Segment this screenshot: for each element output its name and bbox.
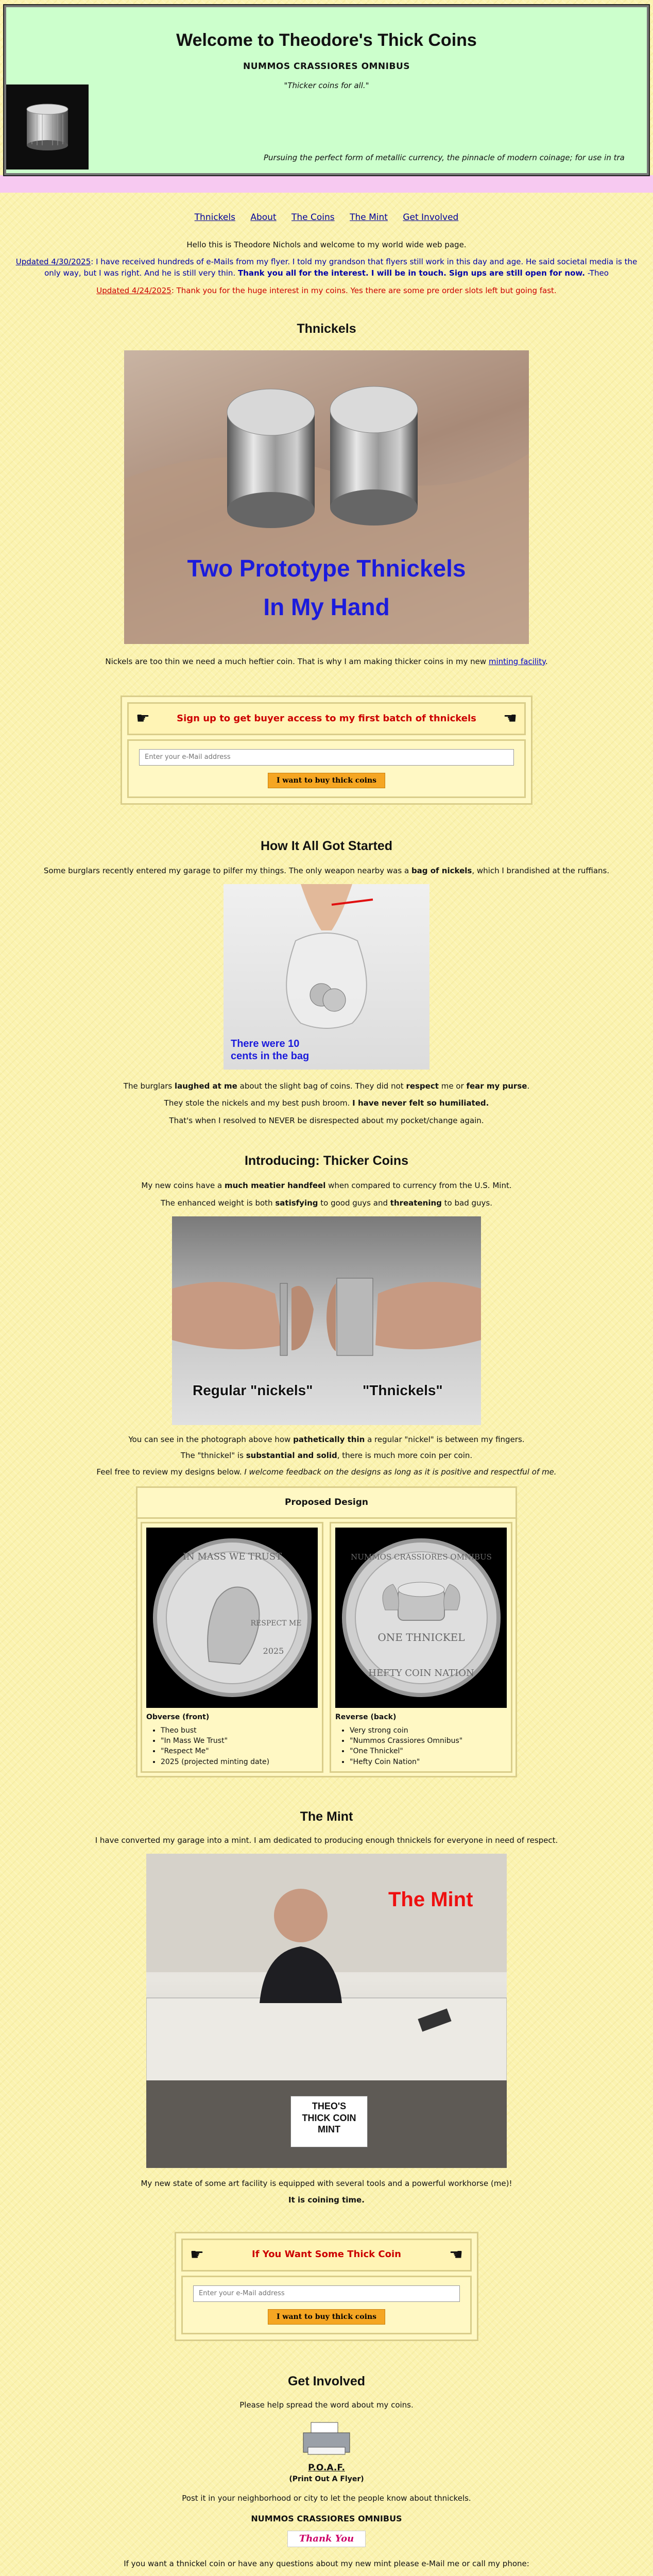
involved-heading: Get Involved [287, 2374, 366, 2388]
mint-sign-line-2: THICK COIN [302, 2112, 356, 2123]
obverse-ring-text: IN MASS WE TRUST [182, 1551, 282, 1562]
intro-coins-p4-bold: substantial and solid [246, 1451, 337, 1461]
thick-coin-icon [14, 94, 81, 161]
intro-coins-p5 [0, 1467, 653, 1478]
thnickels-photo [124, 350, 529, 644]
update-note-1 [15, 257, 638, 279]
bag-caption-1: There were 10 [231, 1038, 300, 1049]
started-text [0, 866, 653, 877]
update-1-text: : I have received hundreds of e-Mails from my flyer. I told my grandson that flyers still work in this day and age. He said societal media is the only way, but I was right. And he is still very thin. [44, 257, 638, 278]
mint-photo [146, 1854, 507, 2168]
update-2-text: : Thank you for the huge interest in my coins. Yes there are some pre order slots left but going fast. [171, 285, 557, 295]
site-header [4, 5, 649, 175]
signup-box-1 [121, 696, 532, 805]
intro-coins-p1-bold: much meatier handfeel [224, 1181, 326, 1191]
thank-you-text: Thank You [287, 2531, 366, 2547]
obverse-item: • "Respect Me" [161, 1746, 318, 1756]
thnickels-text-end: . [545, 656, 548, 666]
pointing-right-hand-icon: ☛ [190, 2245, 204, 2264]
proposed-design-table [136, 1486, 517, 1777]
intro-coins-p2 [0, 1198, 653, 1209]
reverse-item: • "Hefty Coin Nation" [350, 1757, 507, 1767]
intro-coins-p3-a: You can see in the photograph above how [128, 1434, 291, 1444]
involved-p2: Post it in your neighborhood or city to let the people know about thnickels. [182, 2493, 471, 2503]
signup-2-header [181, 2239, 472, 2272]
started-p3-a: They stole the nickels and my best push broom. [164, 1098, 350, 1108]
coin-logo [6, 84, 89, 170]
thnickels-caption-2: In My Hand [263, 593, 390, 620]
started-p2-a: The burglars [123, 1081, 173, 1091]
update-1-bold: Thank you all for the interest. I will be in touch. Sign ups are still open for now. [237, 268, 586, 278]
site-subtitle: NUMMOS CRASSIORES OMNIBUS [243, 61, 410, 72]
started-p2-d: . [527, 1081, 530, 1091]
started-p3-bold: I have never felt so humiliated. [352, 1098, 489, 1108]
intro-coins-p1-a: My new coins have a [141, 1181, 222, 1191]
reverse-coin-image [335, 1528, 507, 1708]
thnickels-text-body: Nickels are too thin we need a much heftier coin. That is why I am making thicker coins in my new [105, 656, 487, 666]
signup-2-title: If You Want Some Thick Coin [252, 2249, 401, 2260]
intro-coins-p2-a: The enhanced weight is both [161, 1198, 273, 1208]
reverse-coin-icon [336, 1533, 506, 1703]
reverse-cell [330, 1522, 512, 1773]
obverse-item: • 2025 (projected minting date) [161, 1757, 318, 1767]
obverse-cell [141, 1522, 323, 1773]
started-p2-c: me or [441, 1081, 464, 1091]
thnickels-caption-1: Two Prototype Thnickels [187, 554, 466, 582]
signup-1-header [127, 702, 526, 735]
header-wrapper [0, 0, 653, 175]
started-p4: That's when I resolved to NEVER be disrespected about my pocket/change again. [169, 1116, 484, 1126]
intro-coins-p5-a: Feel free to review my designs below. [96, 1467, 242, 1477]
started-p2-bold2: respect [406, 1081, 439, 1091]
involved-p1: Please help spread the word about my coins. [239, 2400, 414, 2410]
finger-comparison-photo [172, 1216, 481, 1425]
main-nav [0, 211, 653, 224]
intro-coins-p1 [0, 1180, 653, 1192]
mint-heading: The Mint [300, 1809, 353, 1824]
thank-you-banner [0, 2531, 653, 2547]
reverse-label: Reverse (back) [335, 1713, 397, 1721]
obverse-year-text: 2025 [263, 1646, 284, 1656]
intro-coins-p2-b: to good guys and [320, 1198, 388, 1208]
poaf-block[interactable] [0, 2417, 653, 2485]
started-text-a: Some burglars recently entered my garage to pilfer my things. The only weapon nearby was a [43, 866, 409, 875]
signup-1-buy-button[interactable]: I want to buy thick coins [268, 773, 385, 788]
started-p2-bold1: laughed at me [175, 1081, 237, 1091]
printer-icon[interactable] [296, 2417, 357, 2459]
intro-coins-p3-bold: pathetically thin [293, 1434, 365, 1444]
involved-subtitle: NUMMOS CRASSIORES OMNIBUS [251, 2513, 402, 2523]
reverse-item: • Very strong coin [350, 1725, 507, 1736]
regular-nickels-label: Regular "nickels" [193, 1382, 313, 1398]
pointing-left-hand-icon: ☚ [449, 2245, 463, 2264]
update-2-date: Updated 4/24/2025 [96, 285, 171, 295]
intro-coins-p2-bold2: threatening [390, 1198, 442, 1208]
started-p3 [0, 1098, 653, 1109]
signup-2-buy-button[interactable]: I want to buy thick coins [268, 2309, 385, 2325]
minting-facility-link[interactable]: minting facility [488, 656, 545, 666]
signup-box-2 [175, 2232, 478, 2341]
obverse-label: Obverse (front) [146, 1713, 210, 1721]
poaf-subtitle: (Print Out A Flyer) [289, 2475, 364, 2484]
intro-coins-p4-a: The "thnickel" is [180, 1451, 244, 1461]
bag-of-nickels-photo [224, 884, 429, 1070]
intro-coins-p2-bold1: satisfying [275, 1198, 318, 1208]
bag-caption-2: cents in the bag [231, 1050, 310, 1062]
intro-coins-p2-c: to bad guys. [444, 1198, 492, 1208]
reverse-list [350, 1725, 507, 1767]
intro-section [0, 240, 653, 297]
intro-coins-p4 [0, 1450, 653, 1462]
pointing-left-hand-icon: ☚ [503, 709, 517, 727]
mint-sign-line-3: MINT [318, 2124, 340, 2135]
thnickels-heading: Thnickels [297, 321, 356, 336]
mint-photo-title: The Mint [388, 1888, 473, 1911]
update-1-date: Updated 4/30/2025 [15, 257, 91, 267]
signup-1-form [127, 739, 526, 798]
obverse-list [161, 1725, 318, 1767]
site-motto: "Thicker coins for all." [284, 80, 369, 90]
proposed-design-title: Proposed Design [138, 1488, 515, 1519]
started-p2 [0, 1081, 653, 1092]
signup-2-email-input[interactable] [193, 2285, 460, 2302]
obverse-item: • "In Mass We Trust" [161, 1736, 318, 1746]
signup-1-email-input[interactable] [139, 749, 514, 766]
mint-p3: It is coining time. [288, 2195, 365, 2205]
pink-divider [0, 175, 653, 193]
started-text-b: , which I brandished at the ruffians. [472, 866, 610, 875]
intro-coins-p5-italic: I welcome feedback on the designs as long as it is positive and respectful of me. [244, 1467, 557, 1477]
update-1-sign: -Theo [587, 268, 609, 278]
thnickels-label: "Thnickels" [363, 1382, 443, 1398]
started-heading: How It All Got Started [260, 838, 393, 853]
mint-p1: I have converted my garage into a mint. I am dedicated to producing enough thnickels for everyone in need of respect. [95, 1836, 558, 1845]
poaf-title[interactable]: P.O.A.F. [308, 2462, 345, 2473]
intro-coins-p3-b: a regular "nickel" is between my fingers. [367, 1434, 525, 1444]
nav-about[interactable]: About [250, 212, 277, 223]
thnickels-text [0, 656, 653, 668]
site-title: Welcome to Theodore's Thick Coins [176, 30, 477, 50]
signup-1-title: Sign up to get buyer access to my first batch of thnickels [177, 713, 476, 724]
pointing-right-hand-icon: ☛ [136, 709, 150, 727]
nav-get-involved[interactable]: Get Involved [403, 212, 459, 223]
design-images-row [138, 1519, 515, 1776]
started-p2-bold3: fear my purse [466, 1081, 527, 1091]
nav-the-mint[interactable]: The Mint [350, 212, 388, 223]
obverse-respect-text: RESPECT ME [250, 1619, 302, 1628]
reverse-item: • "One Thnickel" [350, 1746, 507, 1756]
mint-sign [290, 2096, 368, 2147]
intro-coins-p4-b: , there is much more coin per coin. [337, 1451, 473, 1461]
intro-coins-p3 [0, 1434, 653, 1446]
obverse-coin-image [146, 1528, 318, 1708]
mint-p2: My new state of some art facility is equipped with several tools and a powerful workhorse (me)! [141, 2179, 512, 2189]
signup-2-form [181, 2276, 472, 2334]
intro-hello: Hello this is Theodore Nichols and welcome to my world wide web page. [186, 240, 467, 249]
reverse-item: • "Nummos Crassiores Omnibus" [350, 1736, 507, 1746]
nav-thnickels[interactable]: Thnickels [194, 212, 235, 223]
involved-p3: If you want a thnickel coin or have any questions about my new mint please e-Mail me or call my phone: [124, 2558, 529, 2568]
started-text-bold: bag of nickels [411, 866, 472, 875]
mint-sign-line-1: THEO'S [312, 2101, 347, 2112]
reverse-ring-text: NUMMOS CRASSIORES OMNIBUS [350, 1552, 492, 1562]
intro-coins-heading: Introducing: Thicker Coins [244, 1153, 409, 1168]
obverse-coin-icon [147, 1533, 317, 1703]
update-note-2 [15, 285, 638, 297]
started-p2-b: about the slight bag of coins. They did not [239, 1081, 404, 1091]
header-marquee: Pursuing the perfect form of metallic currency, the pinnacle of modern coinage; for use in tra [264, 153, 625, 162]
reverse-bottom-text: HEFTY COIN NATION [368, 1667, 474, 1679]
nav-the-coins[interactable]: The Coins [291, 212, 335, 223]
obverse-item: • Theo bust [161, 1725, 318, 1736]
reverse-center-text: ONE THNICKEL [377, 1631, 465, 1643]
intro-coins-p1-b: when compared to currency from the U.S. Mint. [328, 1181, 512, 1191]
